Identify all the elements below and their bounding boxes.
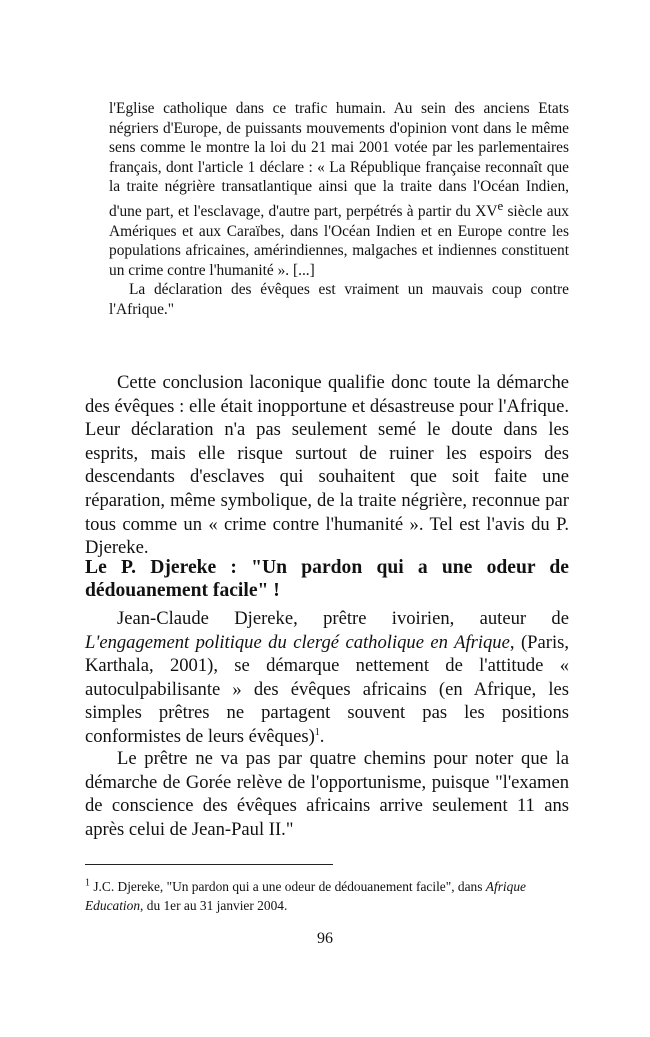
- section-heading: Le P. Djereke : "Un pardon qui a une odeur de dédouanement facile" !: [85, 557, 569, 601]
- paragraph-text: [85, 607, 569, 749]
- paragraph2-start: Jean-Claude Djereke, prêtre ivoirien, auteur de: [117, 608, 569, 629]
- paragraph2-final: .: [319, 725, 325, 747]
- body-paragraph-2: [85, 607, 569, 749]
- footnote: [85, 877, 569, 915]
- footnote-text-b: , du 1er au 31 janvier 2004.: [140, 898, 288, 913]
- footnote-text-a: J.C. Djereke, "Un pardon qui a une odeur de dédouanement facile", dans: [90, 879, 486, 894]
- paragraph-text: Le prêtre ne va pas par quatre chemins pour noter que la démarche de Gorée relève de l'opportunisme, puisque "l'examen de conscience des évêques africains arrive seulement 11 ans après celui de Jean-Paul II.": [85, 748, 569, 840]
- quote-text-b: siècle aux Amériques et aux Caraïbes, dans l'Océan Indien et en Europe contre les populations africaines, amérindiennes, malgaches et indiennes constituent un crime contre l'humanité ». [...]: [109, 203, 569, 279]
- footnote-number: 1: [85, 877, 90, 889]
- footnote-reference[interactable]: 1: [314, 726, 320, 738]
- body-paragraph-1: [85, 371, 569, 560]
- century-superscript: e: [497, 198, 504, 213]
- quote-text-a: l'Eglise catholique dans ce trafic humain. Au sein des anciens Etats négriers d'Europe, de puissants mouvements d'opinion vont dans le même sens comme le montre la loi du 21 mai 2001 votée par les parlementaires français, dont l'article 1 déclare : « La République française reconnaît que la traite négrière transatlantique ainsi que la traite dans l'Océan Indien, d'une part, et l'esclavage, d'autre part, perpétrés à partir du XV: [109, 100, 569, 221]
- quote-closing: La déclaration des évêques est vraiment un mauvais coup contre l'Afrique.": [109, 281, 569, 319]
- footnote-publication: Afrique Education: [85, 879, 526, 913]
- footnote-divider: [85, 864, 333, 865]
- block-quote: [109, 99, 569, 320]
- body-paragraph-3: [85, 747, 569, 841]
- book-title: L'engagement politique du clergé catholique en Afrique: [85, 631, 510, 653]
- quote-paragraph: [109, 99, 569, 280]
- page-number: 96: [317, 930, 333, 947]
- paragraph2-end: , (Paris, Karthala, 2001), se démarque nettement de l'attitude « autoculpabilisante » des évêques africains (en Afrique, les simples prêtres ne partagent souvent pas les positions conformistes de leurs évêques): [85, 631, 569, 747]
- paragraph-text: Cette conclusion laconique qualifie donc toute la démarche des évêques : elle était inopportune et désastreuse pour l'Afrique. Leur déclaration n'a pas seulement semé le doute dans les esprits, mais elle risque surtout de ruiner les espoirs des descendants d'esclaves qui souhaitent que soit faite une réparation, même symbolique, de la traite négrière, reconnue par tous comme un « crime contre l'humanité ». Tel est l'avis du P. Djereke.: [85, 372, 569, 559]
